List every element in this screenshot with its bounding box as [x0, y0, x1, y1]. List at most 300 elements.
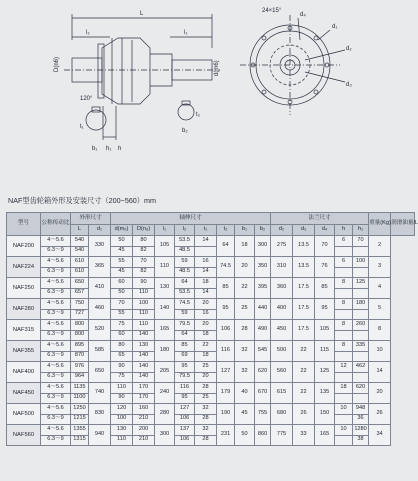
th-col: l₂: [175, 225, 195, 236]
table-cell: 650: [71, 278, 89, 289]
table-cell: 610: [71, 267, 89, 278]
table-cell: 70: [315, 236, 335, 257]
table-cell: 34: [369, 425, 391, 446]
table-cell: 8: [335, 299, 353, 310]
table-cell: 20: [369, 383, 391, 404]
table-cell: 170: [133, 383, 155, 394]
table-cell: 1250: [71, 404, 89, 415]
table-cell: 25: [195, 393, 217, 404]
model-cell: NAF224: [7, 257, 41, 278]
table-row: [7, 257, 415, 268]
table-cell: 140: [133, 351, 155, 362]
table-cell: [335, 414, 353, 425]
table-cell: 8: [369, 320, 391, 341]
table-cell: 165: [315, 425, 335, 446]
table-cell: 310: [271, 257, 293, 278]
table-cell: 90: [111, 362, 133, 373]
table-cell: 10: [369, 341, 391, 362]
th-ratio: 公称传动比: [41, 213, 71, 236]
th-col: D(n₆): [133, 225, 155, 236]
table-cell: 18: [195, 351, 217, 362]
table-cell: [195, 246, 217, 257]
table-cell: 106: [217, 320, 235, 341]
th-col: d₂: [271, 225, 293, 236]
table-cell: 1215: [71, 414, 89, 425]
table-cell: 895: [71, 341, 89, 352]
table-cell: 95: [175, 362, 195, 373]
table-row: [7, 236, 415, 247]
table-cell: 85: [315, 278, 335, 299]
table-cell: 1355: [71, 425, 89, 436]
th-col: t₁: [195, 225, 217, 236]
th-oil: 润滑油量/L: [391, 213, 415, 236]
table-row: [7, 309, 415, 320]
dim-bolt: 24×15°: [262, 8, 282, 14]
dim-l2: l₂: [86, 30, 90, 36]
table-cell: 179: [217, 383, 235, 404]
model-cell: NAF315: [7, 320, 41, 341]
table-cell: [335, 309, 353, 320]
table-row: [7, 414, 415, 425]
dim-angle: 120°: [80, 96, 93, 102]
table-cell: 350: [255, 257, 271, 278]
table-cell: 130: [133, 341, 155, 352]
table-cell: 365: [89, 257, 111, 278]
th-col: d₄: [315, 225, 335, 236]
table-cell: 10: [335, 404, 353, 415]
table-cell: 82: [133, 246, 155, 257]
table-cell: 6: [335, 257, 353, 268]
table-cell: 28: [195, 414, 217, 425]
dim-t1: t₁: [80, 124, 84, 130]
table-cell: [335, 351, 353, 362]
table-cell: 59: [175, 309, 195, 320]
table-cell: 775: [271, 425, 293, 446]
table-cell: 3: [369, 257, 391, 278]
table-cell: 6.3～9: [41, 288, 71, 299]
table-cell: 18: [195, 278, 217, 289]
table-cell: 190: [217, 404, 235, 425]
table-cell: 460: [89, 299, 111, 320]
table-cell: 110: [133, 309, 155, 320]
table-cell: 400: [271, 299, 293, 320]
table-row: [7, 435, 415, 446]
table-cell: 100: [353, 257, 369, 268]
table-cell: [335, 330, 353, 341]
table-cell: 940: [89, 425, 111, 446]
table-caption: NAF型齿轮箱外形及安装尺寸（200~560）mm: [8, 196, 156, 205]
table-cell: 90: [133, 278, 155, 289]
table-cell: 830: [89, 404, 111, 425]
table-cell: 140: [133, 330, 155, 341]
table-cell: 1135: [71, 383, 89, 394]
table-cell: [353, 309, 369, 320]
table-cell: 69: [175, 351, 195, 362]
table-cell: 6.3～9: [41, 309, 71, 320]
table-cell: 740: [89, 383, 111, 404]
table-cell: 4～5.6: [41, 341, 71, 352]
table-cell: 32: [195, 425, 217, 436]
table-cell: 6.3～9: [41, 372, 71, 383]
table-cell: 105: [315, 320, 335, 341]
table-cell: 48.5: [175, 267, 195, 278]
table-cell: 8: [335, 341, 353, 352]
dim-b2: b₂: [182, 128, 188, 134]
table-cell: 70: [111, 299, 133, 310]
table-cell: 6.3～9: [41, 393, 71, 404]
table-cell: 36: [353, 414, 369, 425]
table-cell: 64: [175, 330, 195, 341]
th-outline: 外形尺寸: [71, 213, 111, 225]
table-cell: 450: [271, 320, 293, 341]
table-cell: [335, 267, 353, 278]
table-cell: 116: [217, 341, 235, 362]
table-cell: 560: [271, 362, 293, 383]
table-cell: 38: [353, 435, 369, 446]
table-cell: 727: [71, 309, 89, 320]
table-cell: 860: [255, 425, 271, 446]
table-cell: 17.5: [293, 299, 315, 320]
table-cell: 45: [111, 246, 133, 257]
table-cell: 240: [155, 383, 175, 404]
table-row: [7, 267, 415, 278]
table-cell: 4～5.6: [41, 299, 71, 310]
table-cell: 976: [71, 362, 89, 373]
table-cell: 4～5.6: [41, 383, 71, 394]
table-cell: 16: [195, 257, 217, 268]
table-cell: 22: [293, 383, 315, 404]
table-cell: 140: [155, 299, 175, 320]
table-cell: 32: [235, 362, 255, 383]
dim-d2: d₂: [346, 46, 352, 52]
table-cell: [353, 372, 369, 383]
table-cell: 85: [217, 278, 235, 299]
table-cell: 8: [335, 278, 353, 289]
table-cell: 4～5.6: [41, 236, 71, 247]
table-cell: 20: [195, 320, 217, 331]
model-cell: NAF450: [7, 383, 41, 404]
table-cell: 210: [133, 435, 155, 446]
table-cell: 16: [195, 309, 217, 320]
table-cell: 4～5.6: [41, 362, 71, 373]
model-cell: NAF250: [7, 278, 41, 299]
table-cell: 90: [111, 393, 133, 404]
table-cell: 76: [315, 257, 335, 278]
table-row: [7, 246, 415, 257]
dim-L: L: [140, 11, 144, 17]
table-cell: 127: [175, 404, 195, 415]
table-cell: 13.5: [293, 236, 315, 257]
table-cell: 14: [195, 236, 217, 247]
table-cell: [335, 288, 353, 299]
table-cell: 25: [235, 299, 255, 320]
table-cell: 105: [155, 236, 175, 257]
table-cell: 65: [111, 351, 133, 362]
table-cell: 1280: [353, 425, 369, 436]
table-cell: 18: [235, 236, 255, 257]
table-cell: 410: [89, 278, 111, 299]
table-cell: 20: [195, 299, 217, 310]
table-cell: 620: [353, 383, 369, 394]
table-cell: 26: [369, 404, 391, 425]
table-cell: 130: [155, 278, 175, 299]
th-col: L: [71, 225, 89, 236]
table-cell: 85: [175, 341, 195, 352]
table-cell: 6.3～9: [41, 435, 71, 446]
table-cell: 800: [71, 330, 89, 341]
dimension-table: [6, 212, 418, 446]
table-cell: 14: [195, 267, 217, 278]
table-cell: 12: [335, 362, 353, 373]
table-cell: 110: [111, 435, 133, 446]
table-cell: 53.5: [175, 288, 195, 299]
table-cell: 22: [293, 362, 315, 383]
table-cell: 79.5: [175, 372, 195, 383]
model-cell: NAF400: [7, 362, 41, 383]
table-cell: 125: [353, 278, 369, 289]
table-cell: 2: [369, 236, 391, 257]
table-cell: 462: [353, 362, 369, 373]
table-cell: 280: [155, 404, 175, 425]
table-cell: [335, 393, 353, 404]
table-cell: 115: [315, 341, 335, 362]
table-cell: 395: [255, 278, 271, 299]
model-cell: NAF500: [7, 404, 41, 425]
table-cell: 64: [175, 278, 195, 289]
table-cell: 800: [71, 320, 89, 331]
table-row: [7, 351, 415, 362]
table-cell: 4～5.6: [41, 320, 71, 331]
table-cell: 28: [195, 435, 217, 446]
table-cell: 45: [111, 267, 133, 278]
table-cell: [353, 246, 369, 257]
table-cell: 275: [271, 236, 293, 257]
table-cell: [353, 351, 369, 362]
table-cell: 1315: [71, 435, 89, 446]
table-cell: 680: [271, 404, 293, 425]
table-cell: 60: [111, 330, 133, 341]
table-cell: 125: [315, 362, 335, 383]
th-shaft: 轴伸尺寸: [111, 213, 271, 225]
table-cell: [353, 330, 369, 341]
table-cell: 64: [217, 236, 235, 257]
table-cell: 22: [195, 341, 217, 352]
table-cell: 6.3～9: [41, 330, 71, 341]
table-cell: 40: [235, 383, 255, 404]
table-cell: 670: [255, 383, 271, 404]
table-cell: 150: [315, 404, 335, 425]
table-row: [7, 299, 415, 310]
table-cell: 4～5.6: [41, 257, 71, 268]
table-cell: 32: [235, 341, 255, 362]
table-cell: 360: [271, 278, 293, 299]
table-cell: 18: [335, 383, 353, 394]
table-cell: 82: [133, 267, 155, 278]
table-row: [7, 404, 415, 415]
table-cell: 28: [195, 383, 217, 394]
table-cell: 231: [217, 425, 235, 446]
model-cell: NAF560: [7, 425, 41, 446]
table-cell: 22: [293, 341, 315, 362]
table-cell: 14: [369, 362, 391, 383]
table-cell: 120: [111, 404, 133, 415]
table-cell: 260: [353, 320, 369, 331]
table-cell: 6: [335, 236, 353, 247]
table-cell: 60: [111, 278, 133, 289]
table-cell: 13.5: [293, 257, 315, 278]
table-cell: 1100: [71, 393, 89, 404]
th-col: d₁: [89, 225, 111, 236]
table-cell: 59: [175, 257, 195, 268]
table-cell: 95: [175, 393, 195, 404]
dim-t2: t₂: [196, 112, 200, 118]
dim-d1: d₁: [332, 24, 338, 30]
table-cell: 180: [155, 341, 175, 362]
table-cell: 948: [353, 404, 369, 415]
table-cell: 33: [293, 425, 315, 446]
table-row: [7, 393, 415, 404]
table-cell: 20: [235, 257, 255, 278]
table-cell: 610: [71, 257, 89, 268]
th-col: h: [335, 225, 353, 236]
table-cell: 100: [133, 299, 155, 310]
table-cell: 127: [217, 362, 235, 383]
dim-d-out: D(n6): [54, 56, 60, 72]
table-cell: 300: [155, 425, 175, 446]
table-cell: 6.3～9: [41, 351, 71, 362]
table-cell: 540: [71, 246, 89, 257]
table-cell: 74.5: [175, 299, 195, 310]
table-cell: 70: [133, 257, 155, 268]
table-cell: 106: [175, 435, 195, 446]
table-cell: 135: [315, 383, 335, 404]
table-row: [7, 425, 415, 436]
table-row: [7, 341, 415, 352]
table-cell: 440: [255, 299, 271, 320]
table-cell: 22: [235, 278, 255, 299]
table-cell: 657: [71, 288, 89, 299]
table-cell: 6.3～9: [41, 414, 71, 425]
table-cell: 8: [335, 320, 353, 331]
th-col: t₂: [217, 225, 235, 236]
table-cell: 330: [89, 236, 111, 257]
table-row: [7, 383, 415, 394]
table-cell: 26: [293, 404, 315, 425]
table-cell: 4～5.6: [41, 425, 71, 436]
dim-d-in: d(m6): [214, 60, 220, 76]
table-cell: 585: [89, 341, 111, 362]
table-cell: 650: [89, 362, 111, 383]
table-row: [7, 278, 415, 289]
table-cell: 110: [133, 288, 155, 299]
table-cell: 28: [235, 320, 255, 341]
table-cell: [353, 393, 369, 404]
table-cell: 5: [369, 299, 391, 320]
table-cell: 545: [255, 341, 271, 362]
table-cell: 75: [111, 372, 133, 383]
th-model: 型号: [7, 213, 41, 236]
table-cell: [335, 246, 353, 257]
dim-h1: h₁: [106, 146, 112, 152]
table-row: [7, 362, 415, 373]
table-cell: 500: [271, 341, 293, 362]
gearbox-outline-drawing: [0, 0, 400, 182]
table-cell: 180: [353, 299, 369, 310]
model-cell: NAF200: [7, 236, 41, 257]
model-cell: NAF355: [7, 341, 41, 362]
table-cell: 45: [235, 404, 255, 425]
table-cell: 750: [71, 299, 89, 310]
table-cell: 17.5: [293, 278, 315, 299]
th-col: l₁: [155, 225, 175, 236]
table-cell: 106: [175, 414, 195, 425]
model-cell: NAF280: [7, 299, 41, 320]
th-col: h₁: [353, 225, 369, 236]
table-cell: 335: [353, 341, 369, 352]
table-cell: 620: [255, 362, 271, 383]
table-cell: 95: [315, 299, 335, 320]
table-cell: 32: [195, 404, 217, 415]
table-cell: 116: [175, 383, 195, 394]
table-cell: 755: [255, 404, 271, 425]
th-col: b₂: [255, 225, 271, 236]
dim-b1: b₁: [92, 146, 98, 152]
table-cell: 615: [271, 383, 293, 404]
table-row: [7, 320, 415, 331]
table-cell: 80: [111, 341, 133, 352]
table-cell: 140: [133, 372, 155, 383]
table-cell: [353, 267, 369, 278]
dim-l1: l₁: [184, 30, 188, 36]
spec-table: [6, 212, 418, 446]
table-cell: 110: [155, 257, 175, 278]
table-cell: [335, 435, 353, 446]
table-cell: 110: [133, 320, 155, 331]
th-col: d₃: [293, 225, 315, 236]
th-weight: 重量(Kg): [369, 213, 391, 236]
table-cell: 17.5: [293, 320, 315, 341]
table-cell: 100: [111, 414, 133, 425]
table-cell: 55: [111, 257, 133, 268]
table-cell: 205: [155, 362, 175, 383]
table-cell: 80: [133, 236, 155, 247]
table-cell: 25: [195, 362, 217, 373]
table-cell: 6.3～9: [41, 267, 71, 278]
table-cell: 53.5: [175, 236, 195, 247]
table-cell: [335, 372, 353, 383]
th-flange: 法兰尺寸: [271, 213, 369, 225]
table-cell: 110: [111, 383, 133, 394]
dim-d3: d₃: [346, 82, 352, 88]
table-cell: 160: [133, 404, 155, 415]
table-cell: 74.5: [217, 257, 235, 278]
table-cell: 50: [111, 288, 133, 299]
table-cell: 165: [155, 320, 175, 341]
table-cell: 10: [335, 425, 353, 436]
table-cell: [353, 288, 369, 299]
table-cell: 140: [133, 362, 155, 373]
table-cell: 79.5: [175, 320, 195, 331]
table-row: [7, 372, 415, 383]
table-cell: 4: [369, 278, 391, 299]
table-cell: 6.3～9: [41, 246, 71, 257]
table-cell: 75: [111, 320, 133, 331]
table-cell: 170: [133, 393, 155, 404]
table-cell: 964: [71, 372, 89, 383]
table-cell: 48.5: [175, 246, 195, 257]
table-cell: 50: [235, 425, 255, 446]
table-row: [7, 288, 415, 299]
